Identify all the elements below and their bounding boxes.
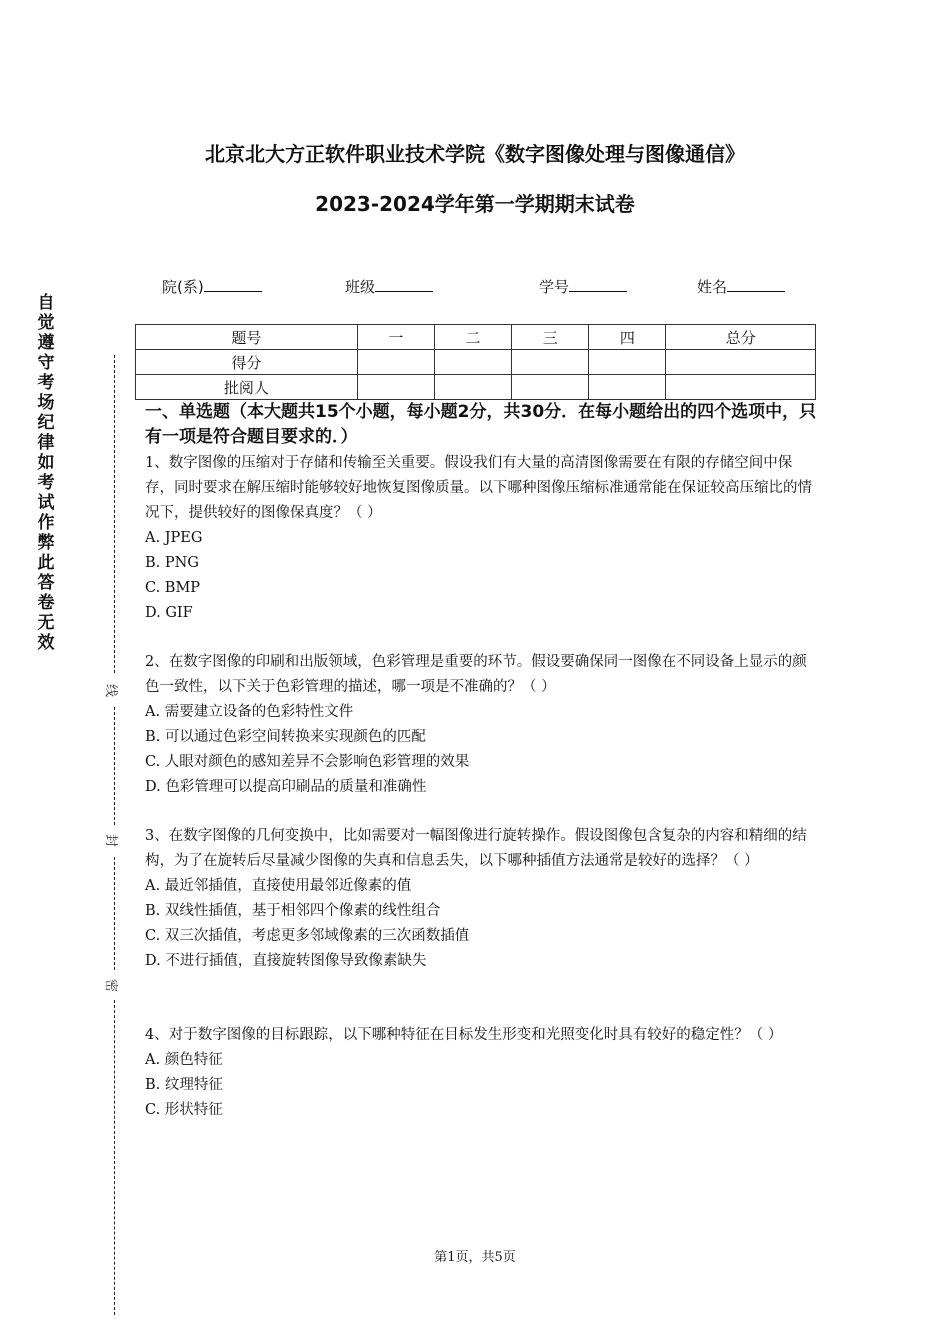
question-2 [145, 650, 817, 800]
table-cell [357, 375, 434, 400]
option: A. 需要建立设备的色彩特性文件 [145, 704, 354, 720]
id-blank [569, 277, 627, 292]
score-table [135, 324, 816, 400]
table-cell [666, 375, 816, 400]
section-heading: 一、单选题（本大题共15个小题，每小题2分，共30分．在每小题给出的四个选项中，只有一项是符合题目要求的．） [145, 402, 817, 447]
dept-field [162, 276, 262, 297]
question-text: 3、在数字图像的几何变换中，比如需要对一幅图像进行旋转操作。假设图像包含复杂的内容和精细的结构，为了在旋转后尽量减少图像的失真和信息丢失，以下哪种插值方法通常是较好的选择？（ ） [145, 828, 807, 869]
seal-mark: 封 [103, 833, 119, 848]
option: C. 形状特征 [145, 1102, 223, 1118]
exam-discipline-notice: 自觉遵守考场纪律如考试作弊此答卷无效 [37, 293, 55, 653]
name-blank [727, 277, 785, 292]
binding-line [114, 857, 115, 970]
table-cell [589, 350, 666, 375]
id-label: 学号 [539, 278, 570, 296]
name-field [697, 276, 785, 297]
option: A. 最近邻插值，直接使用最邻近像素的值 [145, 878, 412, 894]
class-field [345, 276, 433, 297]
page-footer: 第1页，共5页 [434, 1250, 516, 1265]
option: B. 可以通过色彩空间转换来实现颜色的匹配 [145, 729, 426, 745]
option: D. 不进行插值，直接旋转图像导致像素缺失 [145, 953, 427, 969]
option: C. BMP [145, 580, 201, 596]
question-text: 4、对于数字图像的目标跟踪，以下哪种特征在目标发生形变和光照变化时具有较好的稳定性？（ ） [145, 1027, 783, 1043]
name-label: 姓名 [697, 278, 728, 296]
class-blank [375, 277, 433, 292]
option: B. 双线性插值，基于相邻四个像素的线性组合 [145, 903, 441, 919]
option: A. JPEG [145, 530, 203, 546]
question-text: 2、在数字图像的印刷和出版领域，色彩管理是重要的环节。假设要确保同一图像在不同设备上显示的颜色一致性，以下关于色彩管理的描述，哪一项是不准确的？（ ） [145, 654, 807, 695]
binding-line [114, 355, 115, 673]
dept-blank [204, 277, 262, 292]
table-header: 一 [357, 325, 434, 350]
table-header: 三 [512, 325, 589, 350]
option: B. 纹理特征 [145, 1077, 223, 1093]
option: C. 双三次插值，考虑更多邻域像素的三次函数插值 [145, 928, 470, 944]
table-header: 题号 [136, 325, 358, 350]
secret-mark: 密 [103, 978, 119, 993]
option: C. 人眼对颜色的感知差异不会影响色彩管理的效果 [145, 754, 470, 770]
table-cell [434, 375, 511, 400]
row-label: 得分 [136, 350, 358, 375]
table-cell [512, 350, 589, 375]
question-3 [145, 824, 817, 974]
question-1 [145, 451, 817, 626]
table-cell [512, 375, 589, 400]
table-cell [357, 350, 434, 375]
table-header: 四 [589, 325, 666, 350]
option: D. 色彩管理可以提高印刷品的质量和准确性 [145, 779, 427, 795]
exam-title-line1: 北京北大方正软件职业技术学院《数字图像处理与图像通信》 [205, 142, 745, 166]
table-cell [434, 350, 511, 375]
question-4 [145, 1023, 817, 1123]
table-row [136, 375, 816, 400]
line-mark: 线 [103, 683, 119, 698]
table-row [136, 350, 816, 375]
binding-line [114, 707, 115, 825]
table-header: 二 [434, 325, 511, 350]
row-label: 批阅人 [136, 375, 358, 400]
question-text: 1、数字图像的压缩对于存储和传输至关重要。假设我们有大量的高清图像需要在有限的存储空间中保存，同时要求在解压缩时能够较好地恢复图像质量。以下哪种图像压缩标准通常能在保证较高压缩比的情况下，提供较好的图像保真度？（ ） [145, 455, 812, 521]
id-field [539, 276, 627, 297]
binding-line [114, 1000, 115, 1315]
table-header: 总分 [666, 325, 816, 350]
dept-label: 院(系) [162, 278, 204, 296]
class-label: 班级 [345, 278, 376, 296]
table-cell [589, 375, 666, 400]
table-row [136, 325, 816, 350]
option: B. PNG [145, 555, 199, 571]
option: D. GIF [145, 605, 193, 621]
option: A. 颜色特征 [145, 1052, 223, 1068]
exam-title-line2: 2023-2024学年第一学期期末试卷 [315, 192, 635, 216]
table-cell [666, 350, 816, 375]
